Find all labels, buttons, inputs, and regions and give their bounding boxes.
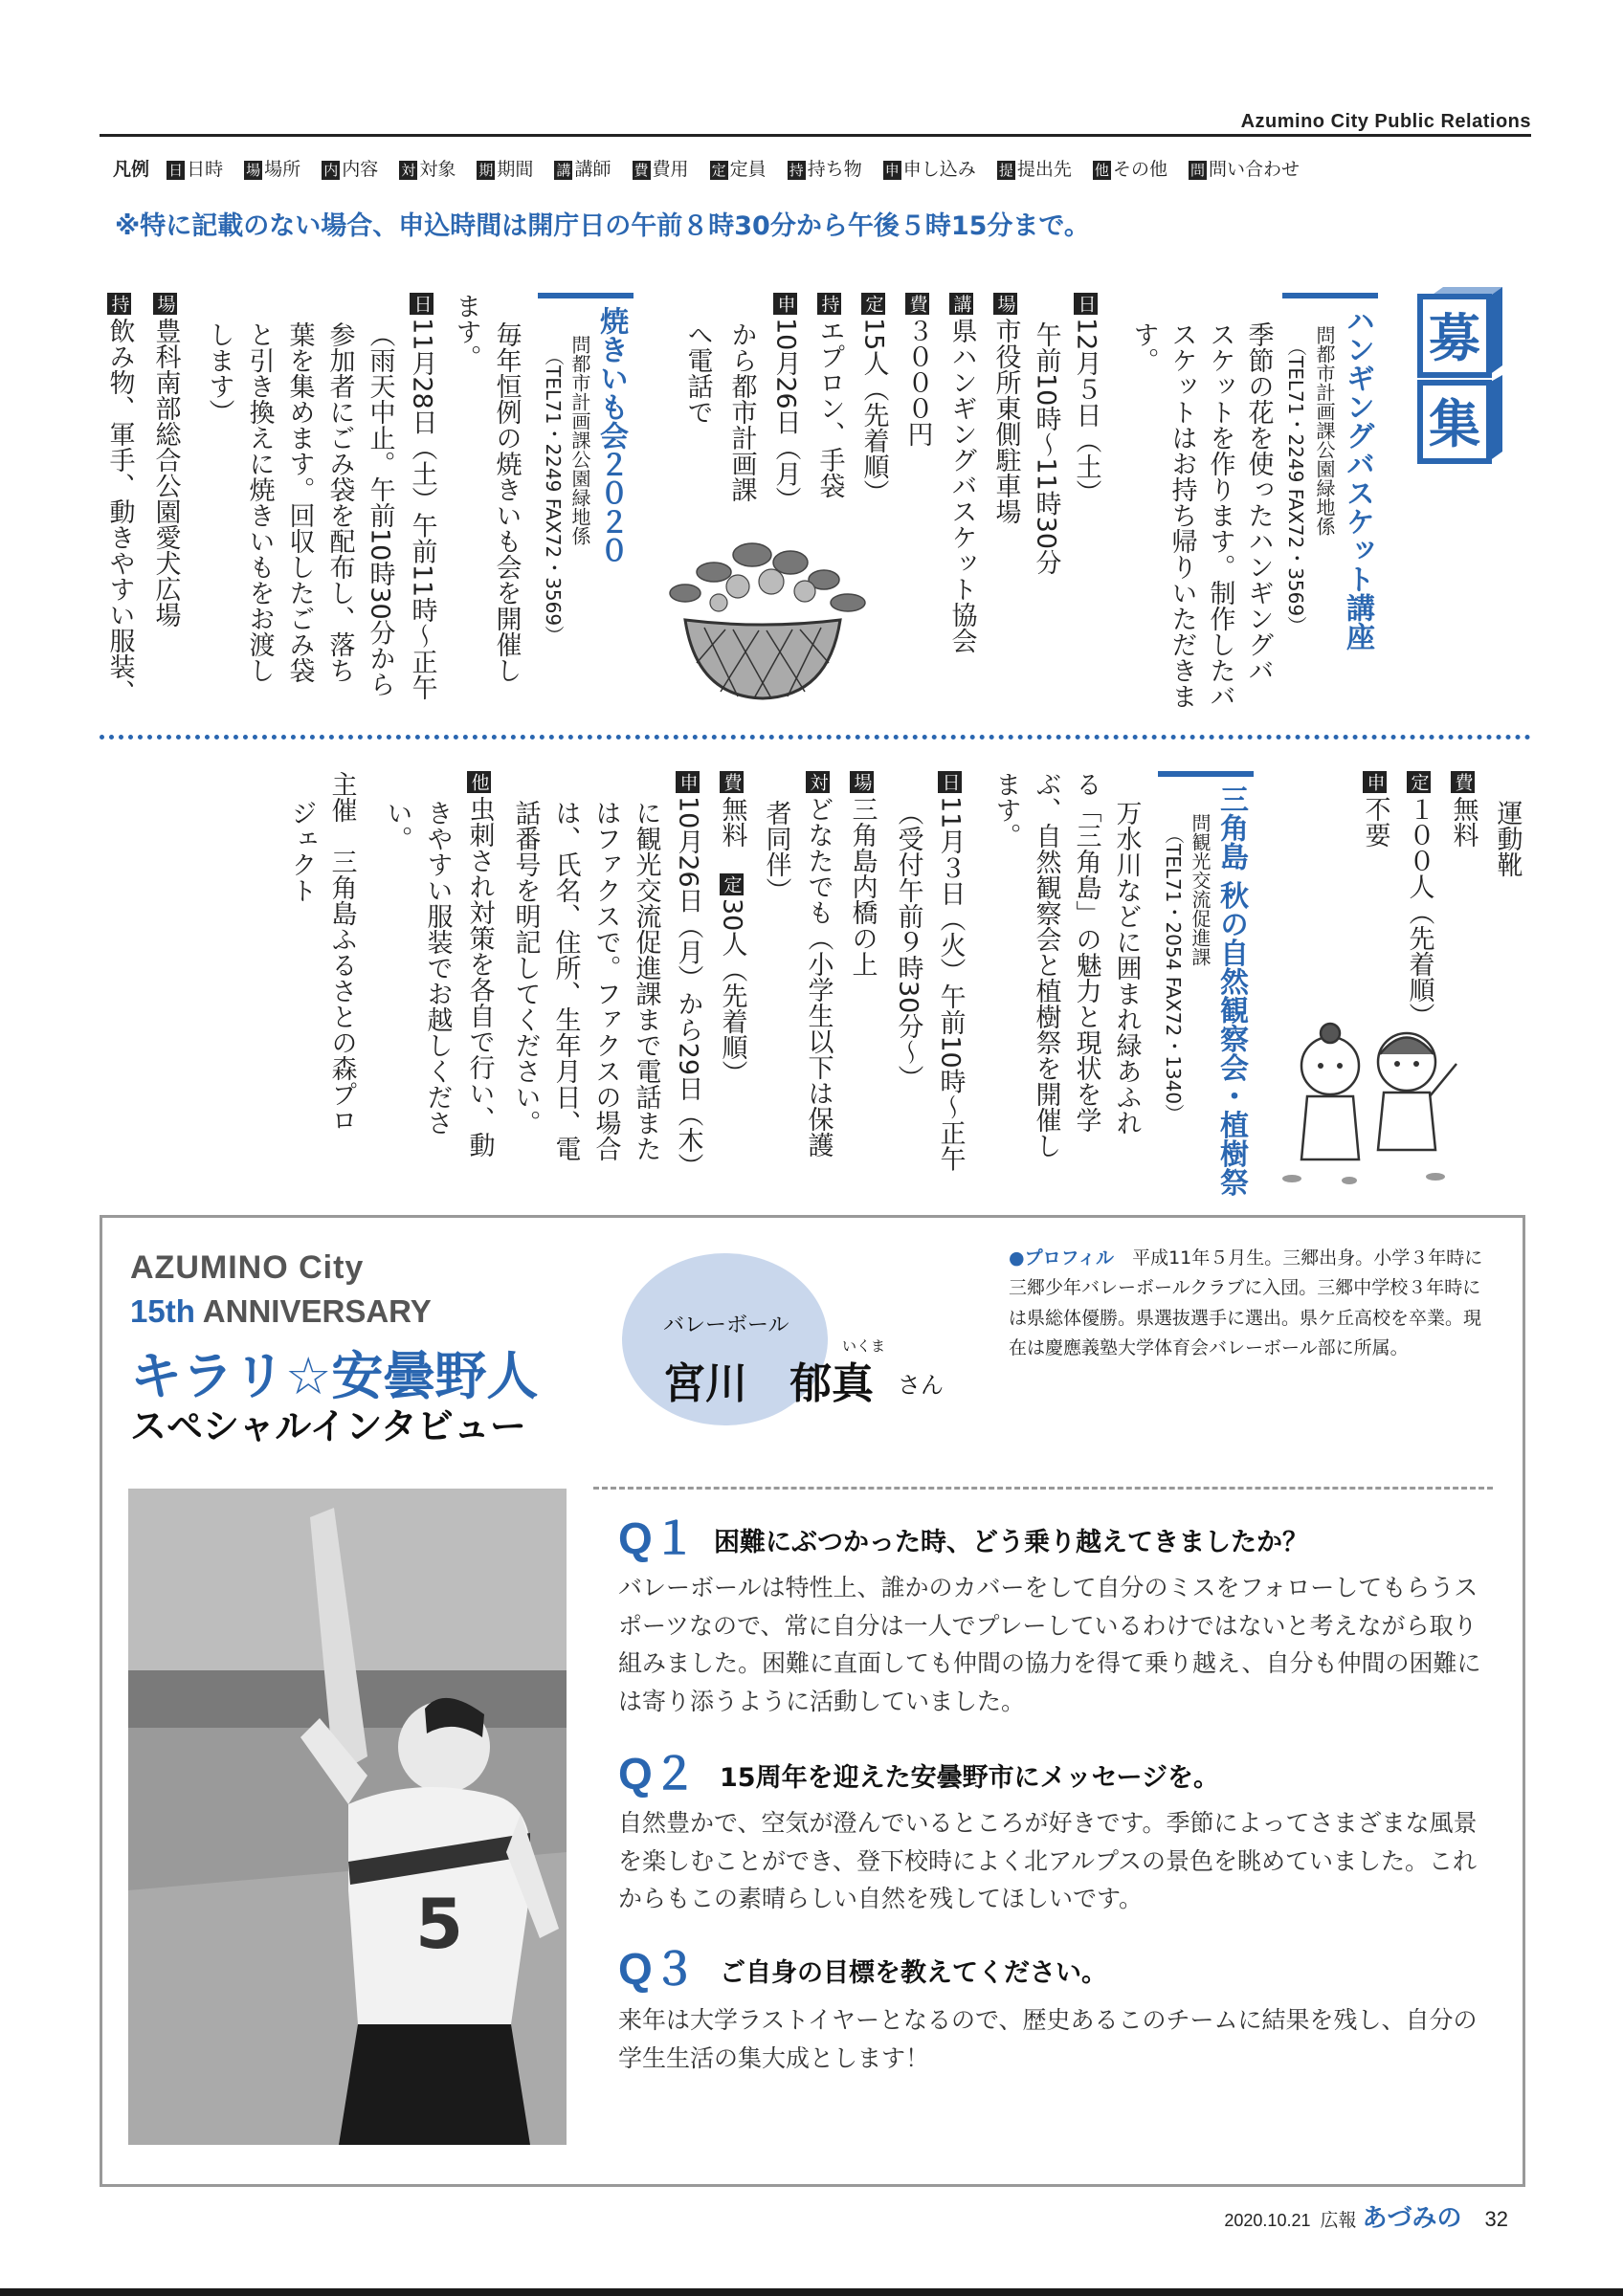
sankaku-contact: 問観光交流促進課: [1189, 813, 1212, 966]
section-accent-bar: [538, 293, 634, 298]
legend-item: 講 講師: [556, 159, 611, 180]
hanging-apply: へ電話で: [682, 321, 713, 425]
qa-divider: [593, 1487, 1493, 1490]
hanging-tel: （TEL71・2249 FAX72・3569）: [1284, 337, 1307, 636]
imo-items-cont: 運動靴: [1492, 800, 1523, 877]
application-time-notice: ※特に記載のない場合、申込時間は開庁日の午前８時30分から午後５時15分まで。: [115, 211, 1090, 241]
imo-desc: 毎年恒例の焼きいも会を開催し: [491, 321, 522, 683]
hanging-place: 場市役所東側駐車場: [990, 295, 1021, 524]
legend-item: 定 定員: [711, 159, 767, 180]
hanging-contact: 問都市計画課公園緑地係: [1313, 325, 1336, 536]
sankaku-other-line: い。: [382, 800, 412, 851]
q2-number: Q２: [618, 1749, 697, 1799]
legend-item: 他 その他: [1094, 159, 1167, 180]
imo-capacity: 定１００人（先着順）: [1404, 773, 1434, 1028]
hanging-apply: から都市計画課: [726, 321, 757, 502]
legend-item: 提 提出先: [998, 159, 1072, 180]
hanging-title: ハンギングバスケット講座: [1341, 306, 1374, 651]
legend-item: 申 申し込み: [884, 159, 976, 180]
imo-contact: 問都市計画課公園緑地係: [568, 335, 591, 545]
bottom-rule: [0, 2288, 1623, 2296]
q1-answer: バレーボールは特性上、誰かのカバーをして自分のミスをフォローしてもらうスポーツなので、常に自分は一人でプレーしているわけではないと考えながら取り組みました。困難に直面しても仲間の協力を得て乗り越え、自分も仲間の困難には寄り添うように活動していました。: [618, 1574, 1481, 1715]
page-footer: [1224, 2198, 1508, 2234]
publication-header: Azumino City Public Relations: [1240, 111, 1531, 132]
hanging-apply: 申10月26日（月）: [770, 295, 801, 513]
sankaku-desc: ます。: [990, 771, 1021, 849]
athlete-photo: [128, 1489, 567, 2145]
sankaku-apply-line: に観光交流促進課まで電話また: [631, 800, 661, 1161]
header-rule: [100, 134, 1531, 137]
sankaku-desc: 万水川などに囲まれ緑あふれ: [1111, 800, 1142, 1136]
sankaku-date-note: （受付午前９時30分～）: [893, 800, 923, 1092]
q2-answer: 自然豊かで、空気が澄んでいるところが好きです。季節によってさまざまな風景を楽しむことができ、登下校時によく北アルプスの景色を眺めていました。これからもこの素晴らしい自然を残してほしいです。: [618, 1809, 1478, 1912]
hanging-desc: スケットを作ります。制作したバ: [1205, 321, 1235, 709]
q1-question: 困難にぶつかった時、どう乗り越えてきましたか？: [714, 1528, 1308, 1557]
imo-place: 場豊科南部総合公園愛犬広場: [150, 295, 181, 628]
legend: [113, 155, 1315, 181]
legend-item: 持 持ち物: [789, 159, 862, 180]
hanging-lecturer: 講県ハンギングバスケット協会: [946, 295, 977, 653]
sankaku-desc: ぶ、自然観察会と植樹祭を開催し: [1031, 771, 1061, 1159]
legend-item: 内 内容: [323, 159, 379, 180]
sankaku-apply-line: 話番号を明記してください。: [510, 800, 541, 1136]
imo-items: 持飲み物、軍手、動きやすい服装、: [104, 295, 135, 705]
sankaku-other: 他虫刺され対策を各自で行い、動: [464, 773, 495, 1158]
city-wordmark: AZUMINO City: [130, 1249, 365, 1286]
imo-tel: （TEL71・2249 FAX72・3569）: [542, 346, 565, 646]
hanging-fee: 費３０００円: [902, 295, 933, 447]
legend-item: 対 対象: [401, 159, 456, 180]
sankaku-target: 対どなたでも（小学生以下は保護: [803, 773, 834, 1158]
legend-item: 費 費用: [634, 159, 689, 180]
sport-label: バレーボール: [663, 1314, 789, 1337]
q2-question: 15周年を迎えた安曇野市にメッセージを。: [720, 1763, 1219, 1793]
publication-name: あづみの: [1362, 2204, 1462, 2233]
legend-item: 問 問い合わせ: [1190, 159, 1301, 180]
q3-answer: 来年は大学ラストイヤーとなるので、歴史あるこのチームに結果を残し、自分の学生生活の集大成とします！: [618, 2006, 1478, 2072]
imo-desc: ます。: [451, 293, 481, 370]
q3-question: ご自身の目標を教えてください。: [720, 1958, 1107, 1988]
imo-note: します）: [204, 321, 234, 425]
sankaku-other-line: きやすい服装でお越しくださ: [422, 800, 453, 1136]
interview-title: キラリ☆安曇野人: [130, 1346, 539, 1406]
issue-date: 2020.10.21: [1224, 2211, 1311, 2230]
interview-subtitle: スペシャルインタビュー: [130, 1405, 526, 1447]
sankaku-place: 場三角島内橋の上: [847, 773, 878, 977]
legend-title: 凡例: [113, 159, 150, 180]
recruit-icon: [1416, 287, 1504, 469]
imo-note: 参加者にごみ袋を配布し、落ち: [324, 321, 355, 683]
sankaku-fee-capacity: 費無料 定30人（先着順）: [717, 773, 747, 1087]
imo-apply: 申不要: [1360, 773, 1390, 848]
sankaku-tel: （TEL71・2054 FAX72・1340）: [1162, 825, 1185, 1124]
page-number: 32: [1484, 2207, 1508, 2231]
hanging-desc: 季節の花を使ったハンギングバ: [1243, 321, 1274, 683]
legend-item: 場 場所: [246, 159, 301, 180]
legend-item: 日 日時: [168, 159, 224, 180]
name-ruby: いくま: [842, 1337, 886, 1355]
sankaku-desc: る「三角島」の魅力と現状を学: [1071, 771, 1101, 1133]
sankaku-date: 日11月３日（火）午前10時～正午: [935, 773, 966, 1172]
svg-text:5: 5: [415, 1884, 464, 1964]
section-accent-bar: [1158, 771, 1254, 777]
section-accent-bar: [1282, 293, 1378, 298]
imo-fee: 費無料: [1448, 773, 1478, 848]
profile: ●プロフィル 平成11年５月生。三郷出身。小学３年時に三郷少年バレーボールクラブに入団。三郷中学校３年時には県総体優勝。県選抜選手に選出。県ケ丘高校を卒業。現在は慶應義塾大学体育会バレーボール部に所属。: [1009, 1247, 1483, 1359]
sankaku-host-cont: ジェクト: [286, 800, 317, 903]
recruit-char: 集: [1429, 394, 1480, 454]
hanging-capacity: 定15人（先着順）: [858, 295, 889, 506]
legend-item: 期 期間: [478, 159, 534, 180]
sankaku-host: 主催 三角島ふるさとの森プロ: [326, 771, 357, 1133]
imo-note: 葉を集めます。回収したごみ袋: [284, 321, 315, 683]
hanging-date: 日12月５日（土）: [1071, 295, 1101, 506]
section-divider: [100, 735, 1531, 740]
hanging-desc: す。: [1128, 321, 1159, 373]
children-illustration: [1273, 1016, 1464, 1188]
sankaku-apply-line: はファクスで。ファクスの場合: [590, 800, 621, 1161]
imo-date: 日11月28日（土）午前11時～正午: [407, 295, 437, 701]
hanging-basket-illustration: [647, 534, 878, 706]
sankaku-target-cont: 者同伴）: [761, 800, 791, 903]
imo-note: （雨天中止。午前10時30分から: [365, 321, 395, 697]
sankaku-apply-line: は、氏名、住所、生年月日、電: [550, 800, 581, 1161]
hanging-time: 午前10時～11時30分: [1031, 321, 1061, 576]
sankaku-title: 三角島 秋の自然観察会・植樹祭: [1214, 784, 1248, 1197]
recruit-char: 募: [1429, 308, 1480, 368]
q1-number: Q１: [618, 1513, 697, 1563]
imo-note: と引き換えに焼きいもをお渡し: [244, 321, 275, 683]
sankaku-apply: 申10月26日（月）から29日（木）: [673, 773, 703, 1180]
interviewee-name: 宮川 郁真: [663, 1359, 874, 1408]
q3-number: Q３: [618, 1944, 697, 1994]
anniversary-label: 15th ANNIVERSARY: [130, 1293, 432, 1329]
hanging-items: 持エプロン、手袋: [814, 295, 845, 498]
imo-title: 焼きいも会２０２０: [594, 306, 628, 564]
hanging-desc: スケットはお持ち帰りいただきま: [1167, 321, 1197, 709]
honorific: さん: [898, 1372, 944, 1399]
publication-label: 広報: [1320, 2210, 1357, 2231]
